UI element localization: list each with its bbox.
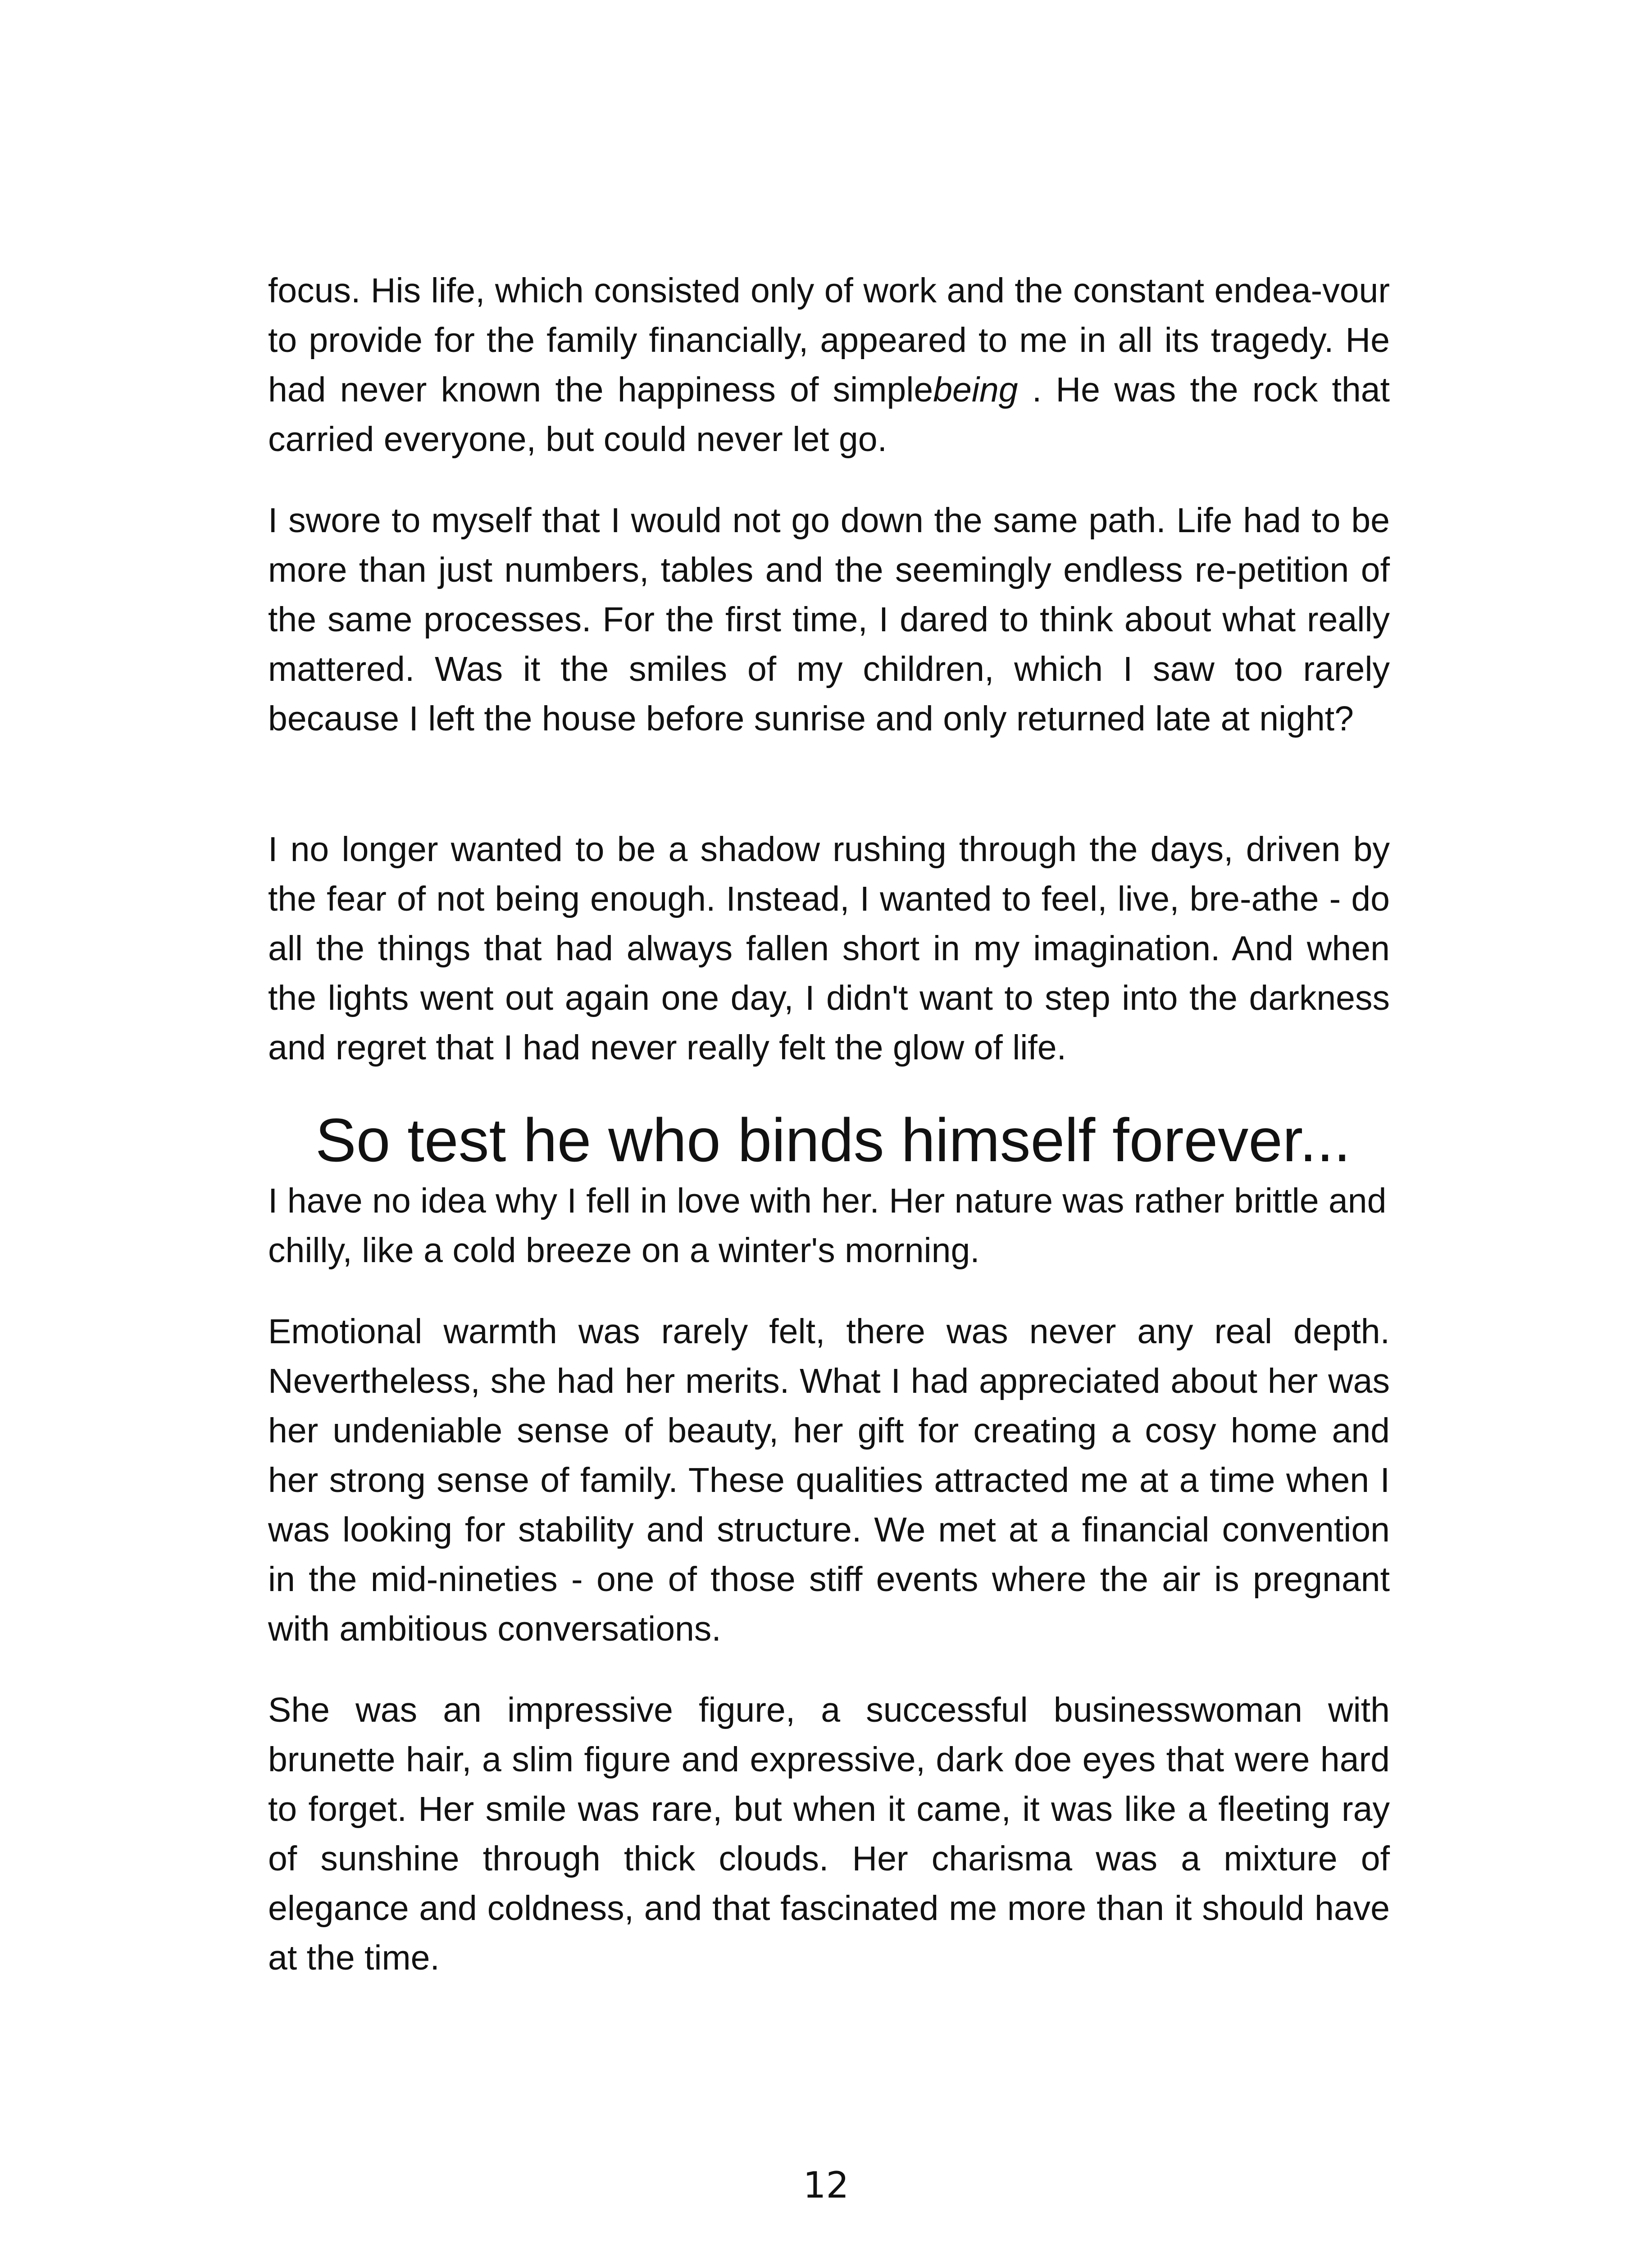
paragraph-6	[268, 1685, 1390, 1983]
paragraph-text-after-italic: . He was the rock that carried everyone, but could never let go.	[268, 370, 1390, 459]
paragraph-text: She was an impressive figure, a successful businesswoman with brunette hair, a slim figure and expressive, dark doe eyes that were hard to forget. Her smile was rare, but when it came, it was like a fleeting ray of sunshine through thick clouds. Her charisma was a mixture of elegance and coldness, and that fascinated me more than it should have at the time.	[268, 1691, 1390, 1977]
paragraph-text-before-italic: focus. His life, which consisted only of work and the constant endea-vour to provide for the family financially, appeared to me in all its tragedy. He had never known the happiness of simple	[268, 271, 1390, 409]
paragraph-3	[268, 825, 1390, 1072]
paragraph-1	[268, 266, 1390, 464]
section-heading: So test he who binds himself forever...	[315, 1106, 1351, 1174]
paragraph-4	[268, 1176, 1390, 1275]
page-number: 12	[803, 2164, 849, 2206]
paragraph-text	[268, 266, 1390, 464]
paragraph-2	[268, 496, 1390, 743]
paragraph-text: I have no idea why I fell in love with her. Her nature was rather brittle and chilly, like a cold breeze on a winter's morning.	[268, 1181, 1387, 1270]
paragraph-5	[268, 1307, 1390, 1654]
italic-word: being	[933, 370, 1018, 409]
paragraph-text: I no longer wanted to be a shadow rushing through the days, driven by the fear of not being enough. Instead, I wanted to feel, live, bre-athe - do all the things that had always fallen short in my imagination. And when the lights went out again one day, I didn't want to step into the darkness and regret that I had never really felt the glow of life.	[268, 830, 1390, 1067]
paragraph-text: I swore to myself that I would not go down the same path. Life had to be more than just numbers, tables and the seemingly endless re-petition of the same processes. For the first time, I dared to think about what really mattered. Was it the smiles of my children, which I saw too rarely because I left the house before sunrise and only returned late at night?	[268, 501, 1390, 738]
paragraph-text: Emotional warmth was rarely felt, there was never any real depth. Nevertheless, she had her merits. What I had appreciated about her was her undeniable sense of beauty, her gift for creating a cosy home and her strong sense of family. These qualities attracted me at a time when I was looking for stability and structure. We met at a financial convention in the mid-nineties - one of those stiff events where the air is pregnant with ambitious conversations.	[268, 1312, 1390, 1648]
